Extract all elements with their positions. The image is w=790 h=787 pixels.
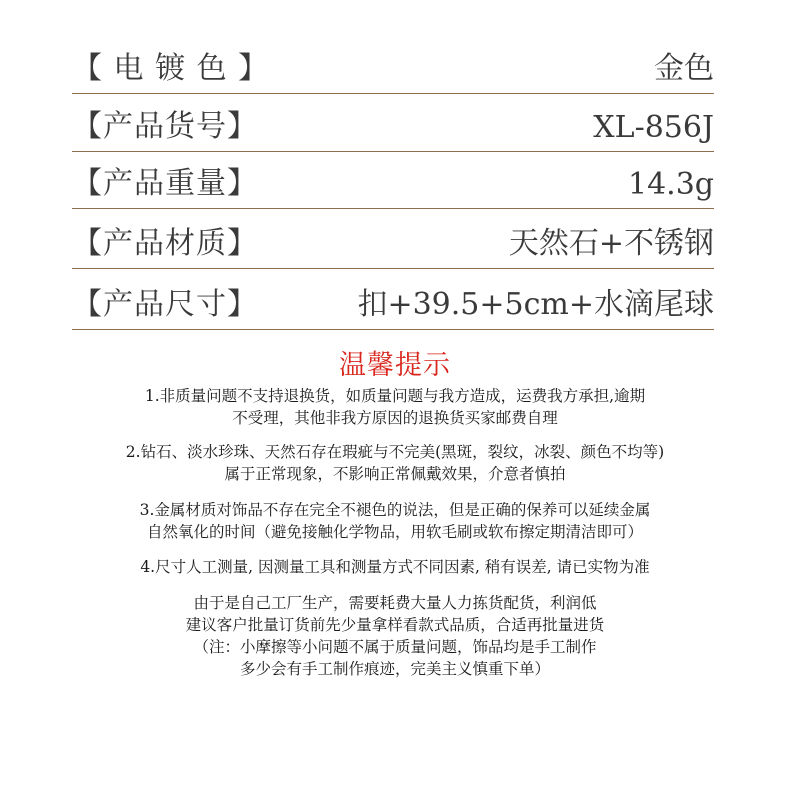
notice-line: 2.钻石、淡水珍珠、天然石存在瑕疵与不完美(黑斑，裂纹，冰裂、颜色不均等) [125,443,665,461]
spec-row-size [72,271,714,330]
notice-line: 属于正常现象，不影响正常佩戴效果，介意者慎拍 [224,465,566,483]
spec-label-material: 【产品材质】 [72,226,258,261]
spec-value-material: 天然石+不锈钢 [508,226,714,261]
notice-line: 建议客户批量订货前先少量拿样看款式品质，合适再批量进货 [185,616,605,634]
spec-value-plating-color: 金色 [654,51,714,86]
notice-item-3 [0,499,790,543]
notice-line: （注：小摩擦等小问题不属于质量问题，饰品均是手工制作 [193,638,597,656]
notice-line: 多少会有手工制作痕迹，完美主义慎重下单） [239,660,550,678]
spec-value-size: 扣+39.5+5cm+水滴尾球 [357,287,714,322]
spec-value-weight: 14.3g [627,167,714,202]
notice-line: 4.尺寸人工测量, 因测量工具和测量方式不同因素, 稍有误差, 请已实物为准 [140,558,650,576]
notice-line: 由于是自己工厂生产，需要耗费大量人力拣货配货，利润低 [193,594,597,612]
notice-item-4 [0,556,790,578]
notice-title: 温馨提示 [339,350,451,381]
spec-label-size: 【产品尺寸】 [72,287,258,322]
notice-line: 自然氧化的时间（避免接触化学物品，用软毛刷或软布擦定期清洁即可） [146,523,643,541]
notice-line: 不受理，其他非我方原因的退换货买家邮费自理 [232,409,558,427]
notice-line: 3.金属材质对饰品不存在完全不褪色的说法，但是正确的保养可以延续金属 [139,501,651,519]
spec-row-material [72,210,714,269]
spec-label-plating-color: 【 电 镀 色 】 [72,51,270,86]
spec-label-item-number: 【产品货号】 [72,109,258,144]
notice-item-2 [0,441,790,485]
spec-row-item-number [72,93,714,152]
notice-line: 1.非质量问题不支持退换货，如质量问题与我方造成，运费我方承担,逾期 [144,387,646,405]
spec-row-weight [72,150,714,209]
spec-row-plating-color [72,35,714,94]
notice-item-5 [0,592,790,680]
notice-item-1 [0,385,790,429]
spec-value-item-number: XL-856J [593,110,714,145]
spec-label-weight: 【产品重量】 [72,166,258,201]
